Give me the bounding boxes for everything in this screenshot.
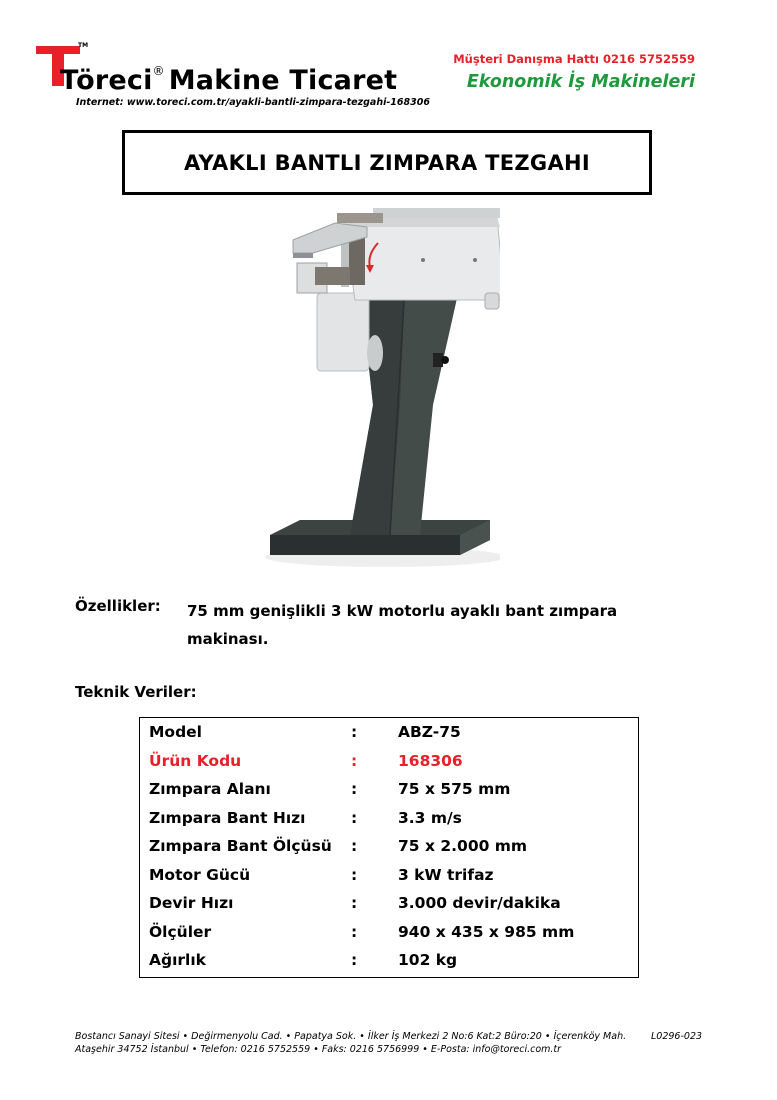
spec-separator: : [351, 808, 358, 827]
spec-row-model [140, 718, 638, 746]
spec-key: Devir Hızı [149, 894, 234, 912]
spec-value: ABZ-75 [398, 723, 461, 741]
spec-separator: : [351, 894, 358, 912]
spec-key: Ürün Kodu [149, 751, 242, 770]
spec-row-dimensions [140, 918, 638, 946]
features-label: Özellikler: [75, 597, 161, 615]
spec-separator: : [351, 723, 358, 741]
spec-row-sanding-area [140, 775, 638, 803]
spec-value: 3.3 m/s [398, 808, 462, 827]
internet-url[interactable]: Internet: www.toreci.com.tr/ayakli-bantli-zimpara-tezgahi-168306 [76, 97, 430, 108]
brand-name-primary: Töreci [60, 65, 153, 96]
spec-key: Motor Gücü [149, 865, 251, 884]
spec-key: Model [149, 723, 202, 741]
spec-key: Ağırlık [149, 951, 206, 969]
technical-data-label: Teknik Veriler: [75, 683, 197, 701]
belt-sander-product-image [255, 205, 500, 575]
spec-value: 102 kg [398, 951, 458, 969]
brand-name [60, 64, 397, 96]
spec-value: 3.000 devir/dakika [398, 894, 561, 912]
spec-separator: : [351, 865, 358, 884]
spec-key: Zımpara Bant Ölçüsü [149, 837, 332, 855]
spec-row-belt-size [140, 832, 638, 860]
product-title: AYAKLI BANTLI ZIMPARA TEZGAHI [122, 130, 652, 195]
registered-mark: ® [152, 64, 165, 78]
spec-value: 75 x 575 mm [398, 780, 511, 798]
footer-contact-line: Ataşehir 34752 İstanbul • Telefon: 0216 5752559 • Faks: 0216 5756999 • E-Posta: info@toreci.com.tr [75, 1044, 562, 1055]
spec-row-motor-power [140, 861, 638, 889]
spec-separator: : [351, 780, 358, 798]
document-code: L0296-023 [651, 1031, 703, 1042]
brand-name-suffix: Makine Ticaret [168, 65, 398, 96]
spec-separator: : [351, 951, 358, 969]
technical-spec-table [139, 717, 639, 978]
spec-key: Ölçüler [149, 922, 212, 941]
spec-separator: : [351, 922, 358, 941]
spec-value: 75 x 2.000 mm [398, 837, 528, 855]
customer-hotline: Müşteri Danışma Hattı 0216 5752559 [453, 52, 695, 66]
spec-row-belt-speed [140, 804, 638, 832]
spec-value: 168306 [398, 751, 463, 770]
spec-key: Zımpara Alanı [149, 780, 271, 798]
spec-row-rpm [140, 889, 638, 917]
spec-key: Zımpara Bant Hızı [149, 808, 306, 827]
spec-row-weight [140, 946, 638, 974]
spec-separator: : [351, 751, 358, 770]
spec-value: 940 x 435 x 985 mm [398, 922, 575, 941]
features-text: 75 mm genişlikli 3 kW motorlu ayaklı bant zımpara makinası. [187, 602, 618, 648]
spec-separator: : [351, 837, 358, 855]
trademark-mark: TM [78, 42, 89, 49]
footer-address-line: Bostancı Sanayi Sitesi • Değirmenyolu Cad. • Papatya Sok. • İlker İş Merkezi 2 No:6 Kat:2 Büro:20 • İçerenköy Mah. [75, 1031, 627, 1042]
company-slogan: Ekonomik İş Makineleri [466, 72, 695, 92]
spec-value: 3 kW trifaz [398, 865, 494, 884]
spec-row-product-code [140, 747, 638, 775]
